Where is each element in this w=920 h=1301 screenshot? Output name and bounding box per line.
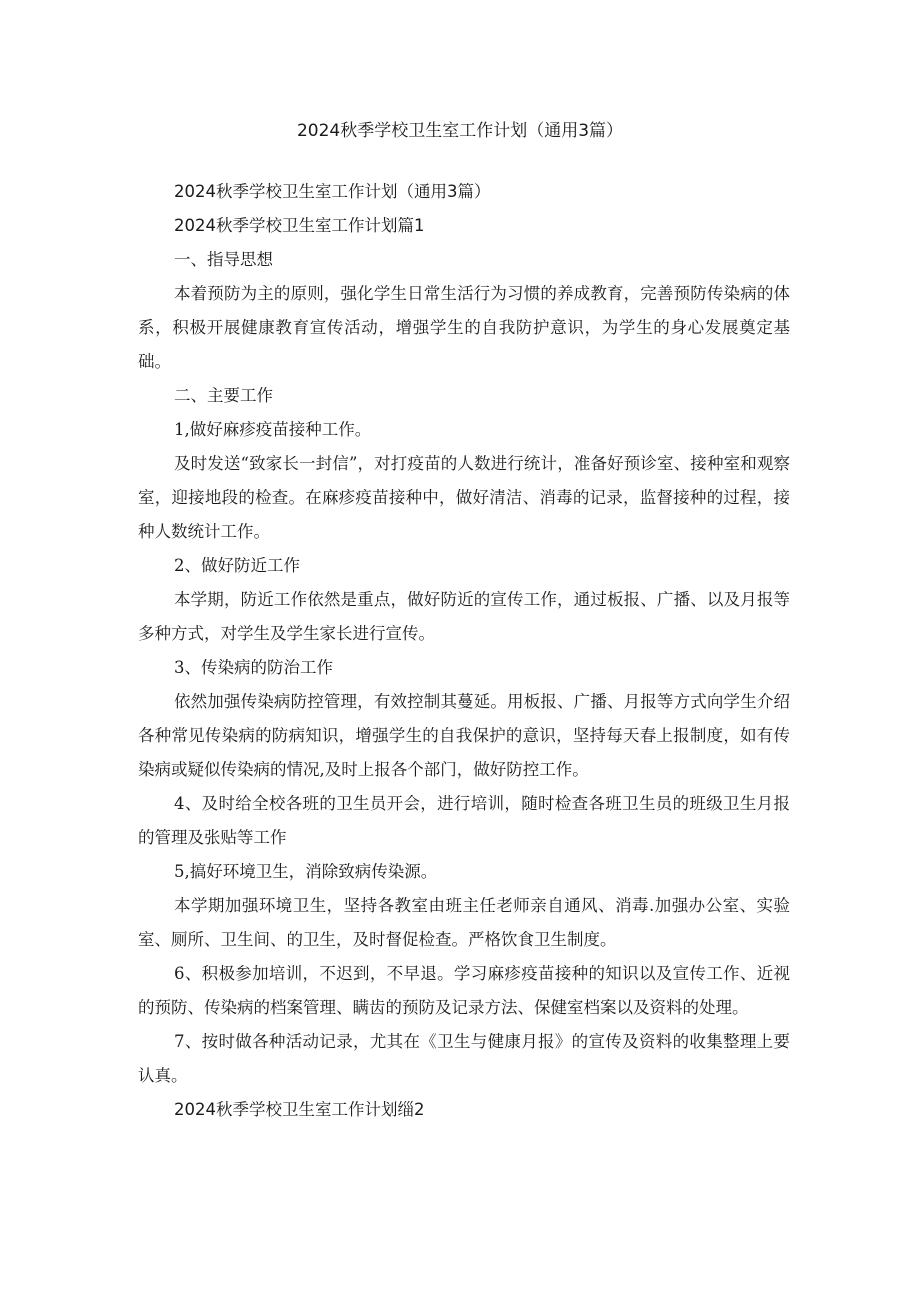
heading-guiding-thought: 一、指导思想 — [174, 250, 273, 269]
item-heading-2: 2、做好防近工作 — [174, 556, 300, 575]
document-body — [138, 175, 790, 1127]
section-heading-part2: 2024秋季学校卫生室工作计划缁2 — [174, 1100, 425, 1119]
body-paragraph: 本着预防为主的原则，强化学生日常生活行为习惯的养成教育，完善预防传染病的体系，积极开展健康教育宣传活动，增强学生的自我防护意识，为学生的身心发展奠定基础。 — [138, 284, 790, 371]
item-paragraph-7: 7、按时做各种活动记录，尤其在《卫生与健康月报》的宣传及资料的收集整理上要认真。 — [138, 1032, 790, 1085]
item-heading-1: 1,做好麻疹疫苗接种工作。 — [174, 420, 372, 439]
body-paragraph: 本学期，防近工作依然是重点，做好防近的宣传工作，通过板报、广播、以及月报等多种方式，对学生及学生家长进行宣传。 — [138, 590, 790, 643]
item-paragraph-4: 4、及时给全校各班的卫生员开会，进行培训，随时检查各班卫生员的班级卫生月报的管理及张贴等工作 — [138, 794, 790, 847]
subtitle-paragraph: 2024秋季学校卫生室工作计划（通用3篇） — [174, 182, 491, 201]
heading-main-work: 二、主要工作 — [174, 386, 273, 405]
item-paragraph-6: 6、积极参加培训，不迟到，不早退。学习麻疹疫苗接种的知识以及宣传工作、近视的预防、传染病的档案管理、瞒齿的预防及记录方法、保健室档案以及资料的处理。 — [138, 964, 790, 1017]
body-paragraph: 及时发送“致家长一封信”，对打疫苗的人数进行统计，准备好预诊室、接种室和观察室，迎接地段的检查。在麻疹疫苗接种中，做好清洁、消毒的记录，监督接种的过程，接种人数统计工作。 — [138, 454, 790, 541]
item-heading-3: 3、传染病的防治工作 — [174, 658, 333, 677]
section-heading-part1: 2024秋季学校卫生室工作计划篇1 — [174, 216, 425, 235]
body-paragraph: 依然加强传染病防控管理，有效控制其蔓延。用板报、广播、月报等方式向学生介绍各种常见传染病的防病知识，增强学生的自我保护的意识，坚持每天春上报制度，如有传染病或疑似传染病的情况,及时上报各个部门，做好防控工作。 — [138, 692, 790, 779]
document-title: 2024秋季学校卫生室工作计划（通用3篇） — [296, 121, 624, 141]
body-paragraph: 本学期加强环境卫生，坚持各教室由班主任老师亲自通风、消毒.加强办公室、实验室、厕所、卫生间、的卫生，及时督促检查。严格饮食卫生制度。 — [138, 896, 790, 949]
item-heading-5: 5,搞好环境卫生，消除致病传染源。 — [174, 862, 438, 881]
